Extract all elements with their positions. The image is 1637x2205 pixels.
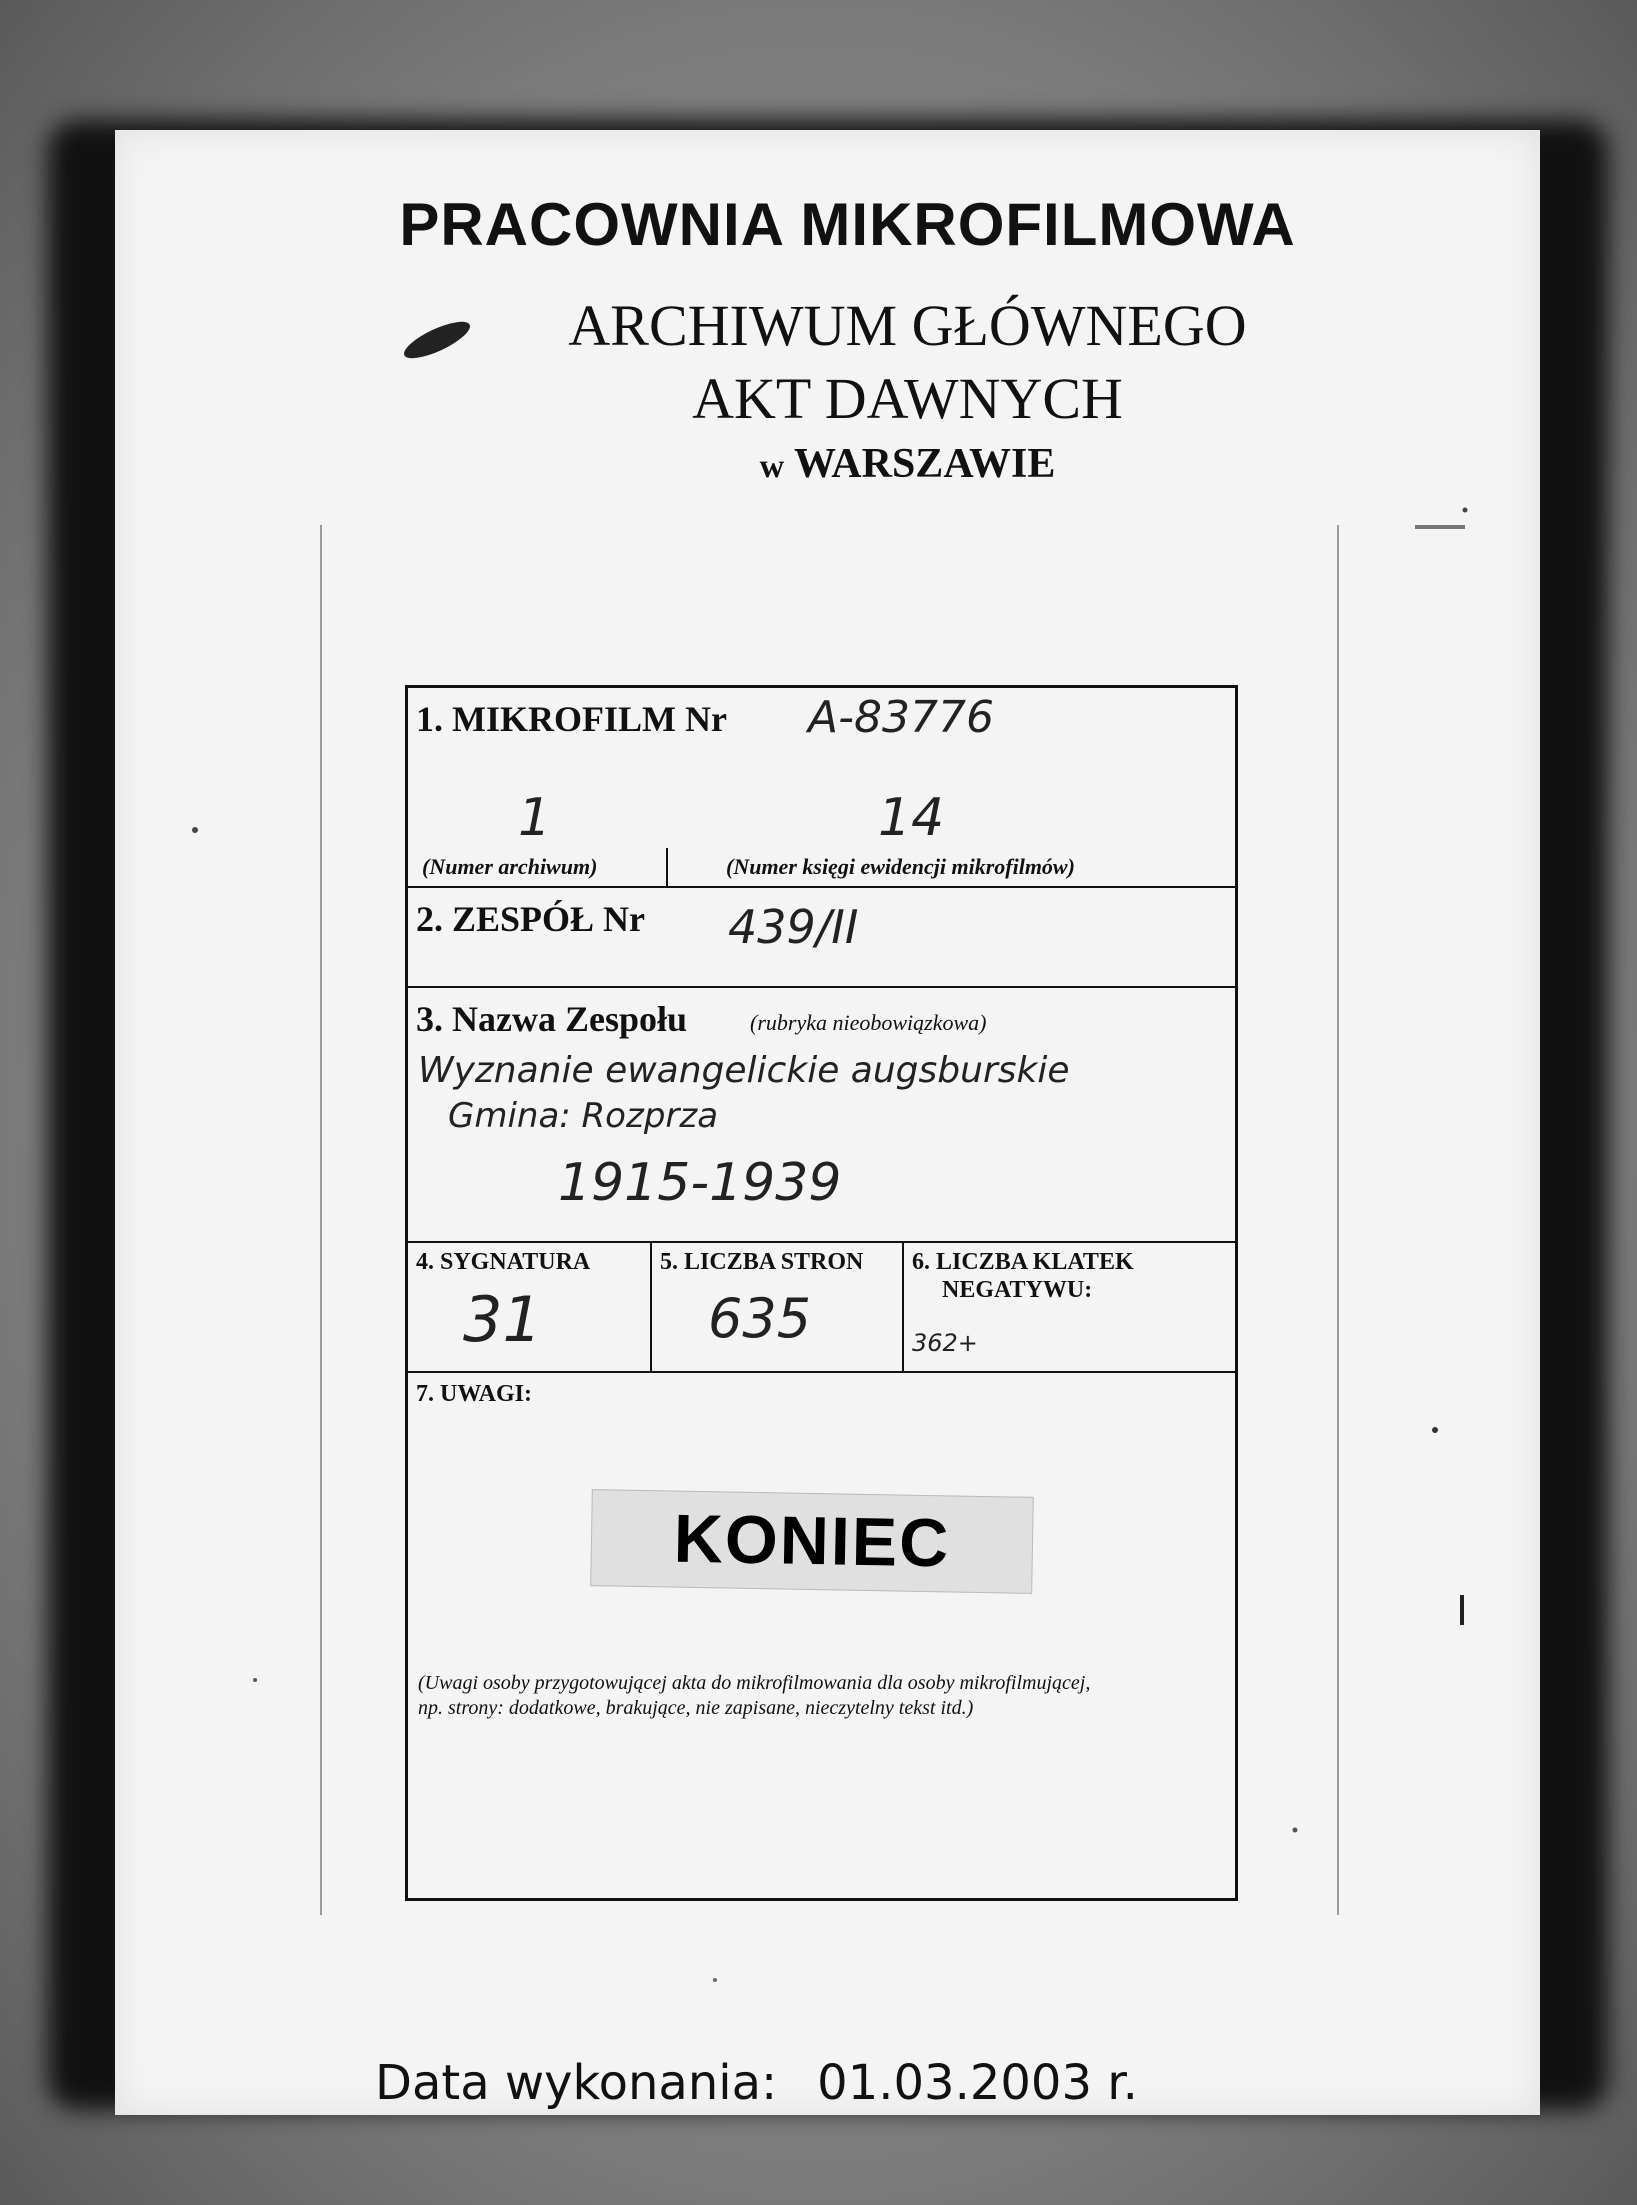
execution-date-label: Data wykonania: bbox=[375, 2055, 778, 2111]
frame-count-label-line2: NEGATYWU: bbox=[942, 1277, 1093, 1303]
remarks-footnote-line1: (Uwagi osoby przygotowującej akta do mikrofilmowania dla osoby mikrofilmującej, bbox=[418, 1672, 1091, 1694]
form-row-counts bbox=[408, 1243, 1235, 1373]
form-row-remarks bbox=[408, 1373, 1235, 1898]
archive-number-note: (Numer archiwum) bbox=[422, 854, 598, 879]
collection-name-note: (rubryka nieobowiązkowa) bbox=[750, 1010, 987, 1035]
form-row-microfilm bbox=[408, 688, 1235, 888]
collection-years: 1915-1939 bbox=[558, 1153, 842, 1213]
collection-name-line2: Gmina: Rozprza bbox=[448, 1096, 719, 1136]
header-city bbox=[115, 440, 1620, 488]
ledger-number-value: 14 bbox=[878, 788, 945, 848]
page-count-value: 635 bbox=[708, 1287, 812, 1350]
header-archive: ARCHIWUM GŁÓWNEGO bbox=[568, 293, 1247, 358]
header-city-name: WARSZAWIE bbox=[793, 441, 1056, 487]
counts-divider-2 bbox=[902, 1243, 904, 1373]
microfilm-target-card bbox=[115, 130, 1540, 2115]
microfilm-form bbox=[405, 685, 1238, 1901]
form-row-collection bbox=[408, 888, 1235, 988]
frame-count-label-line1: 6. LICZBA KLATEK bbox=[912, 1249, 1134, 1275]
collection-name-label: 3. Nazwa Zespołu bbox=[416, 999, 688, 1039]
header-records: AKT DAWNYCH bbox=[692, 366, 1123, 431]
collection-number-label: 2. ZESPÓŁ Nr bbox=[416, 899, 646, 939]
remarks-label: 7. UWAGI: bbox=[416, 1381, 533, 1407]
signature-value: 31 bbox=[463, 1283, 542, 1356]
remarks-footnote bbox=[418, 1671, 1228, 1721]
header-city-prefix: w bbox=[759, 448, 785, 485]
koniec-stamp: KONIEC bbox=[590, 1489, 1034, 1594]
execution-date bbox=[115, 2055, 1540, 2111]
microfilm-number-value: A-83776 bbox=[808, 692, 994, 743]
archive-number-value: 1 bbox=[518, 788, 552, 848]
page-count-label: 5. LICZBA STRON bbox=[660, 1249, 864, 1275]
field1-divider bbox=[666, 848, 668, 886]
ledger-number-note: (Numer księgi ewidencji mikrofilmów) bbox=[726, 854, 1075, 879]
frame-count-value: 362+ bbox=[912, 1329, 978, 1357]
header-workshop: PRACOWNIA MIKROFILMOWA bbox=[399, 191, 1296, 258]
form-row-collection-name bbox=[408, 988, 1235, 1243]
microfilm-number-label: 1. MIKROFILM Nr bbox=[416, 699, 727, 739]
execution-date-value: 01.03.2003 r. bbox=[817, 2055, 1138, 2111]
remarks-footnote-line2: np. strony: dodatkowe, brakujące, nie zapisane, nieczytelny tekst itd.) bbox=[418, 1697, 974, 1719]
collection-number-value: 439/II bbox=[728, 900, 859, 954]
counts-divider-1 bbox=[650, 1243, 652, 1373]
collection-name-line1: Wyznanie ewangelickie augsburskie bbox=[418, 1050, 1070, 1091]
signature-label: 4. SYGNATURA bbox=[416, 1249, 591, 1275]
